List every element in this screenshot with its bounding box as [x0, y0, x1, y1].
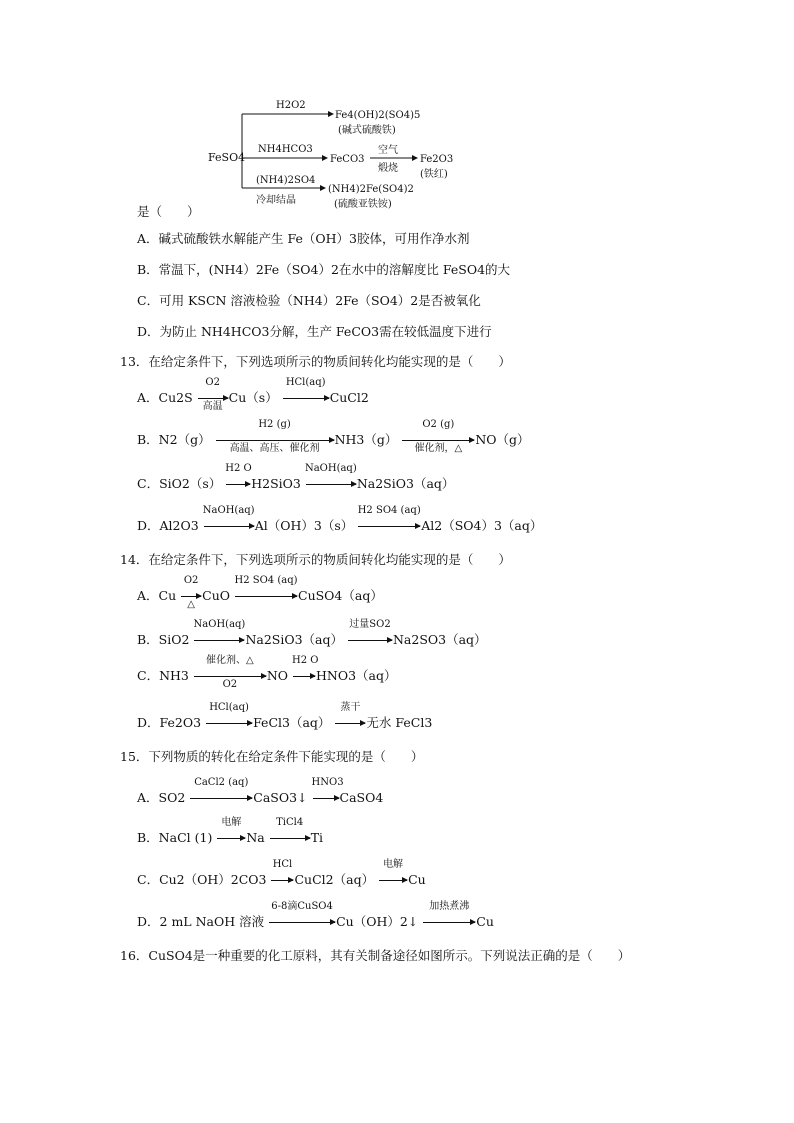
- q15-option-c: [137, 859, 426, 888]
- q14c-a1-top: 催化剂、△: [205, 655, 254, 666]
- q15a-label: A．SO2: [137, 790, 186, 805]
- q13c-label: C．SiO2（s）: [137, 476, 222, 491]
- q14d-a1-top: HCl(aq): [209, 702, 249, 713]
- q14a-a2-top: H2 SO4 (aq): [234, 575, 298, 586]
- q13-option-b: [137, 419, 530, 454]
- q13a-arrow2: [282, 377, 330, 406]
- branch3-reagent: (NH4)2SO4: [256, 175, 316, 186]
- q15-stem: 15．下列物质的转化在给定条件下能实现的是（ ）: [120, 749, 424, 764]
- branch1-note: (碱式硫酸铁): [338, 125, 396, 136]
- q14c-arrow2: [292, 655, 319, 684]
- q14c-end: HNO3（aq）: [316, 668, 397, 683]
- q13b-m1: NH3（g）: [334, 432, 398, 447]
- q14d-arrow2: [334, 702, 366, 731]
- q15a-a2-top: HNO3: [311, 777, 344, 788]
- q14b-a1-top: NaOH(aq): [193, 619, 246, 630]
- branch3-note: (硫酸亚铁铵): [334, 199, 392, 210]
- q13a-m1: Cu（s）: [228, 390, 278, 405]
- q15a-arrow2: [311, 777, 344, 806]
- q13c-end: Na2SiO3（aq）: [356, 476, 455, 491]
- q15c-a1-top: HCl: [272, 859, 293, 870]
- q13b-a1-top: H2 (g): [258, 419, 291, 430]
- branch2-final: Fe2O3: [420, 154, 454, 165]
- branch2-reagent: NH4HCO3: [258, 144, 313, 155]
- q13d-m1: Al（OH）3（s）: [254, 518, 354, 533]
- q12-option-a: A．碱式硫酸铁水解能产生 Fe（OH）3胶体，可用作净水剂: [137, 231, 470, 246]
- fe-sulfate-flow-diagram: [200, 92, 454, 217]
- q15c-arrow2: [378, 859, 408, 888]
- branch3-reagent-below: 冷却结晶: [256, 195, 296, 206]
- q13a-a2-top: HCl(aq): [285, 377, 326, 388]
- q15a-arrow1: [189, 777, 253, 806]
- q14b-arrow2: [347, 619, 393, 648]
- branch3-product: (NH4)2Fe(SO4)2: [328, 184, 414, 195]
- q15d-arrow1: [268, 901, 336, 930]
- q14d-end: 无水 FeCl3: [366, 715, 433, 730]
- q15c-arrow1: [270, 859, 294, 888]
- q15-option-b: [137, 817, 324, 846]
- q13c-m1: H2SiO3: [251, 476, 301, 491]
- q13d-label: D．Al2O3: [137, 518, 199, 533]
- q15d-arrow2: [422, 901, 476, 930]
- branch2-arrow2-top: 空气: [378, 145, 398, 156]
- branch1-reagent: H2O2: [276, 100, 306, 111]
- q15-option-d: [137, 901, 494, 930]
- q13c-a1-top: H2 O: [225, 463, 252, 474]
- q14c-arrow1: [193, 655, 267, 690]
- q12-option-c: C．可用 KSCN 溶液检验（NH4）2Fe（SO4）2是否被氧化: [137, 293, 481, 308]
- q14b-label: B．SiO2: [137, 632, 190, 647]
- q15d-end: Cu: [476, 914, 494, 929]
- q15b-arrow1: [216, 817, 246, 846]
- q15b-end: Ti: [310, 830, 324, 845]
- q13-option-a: [137, 377, 369, 412]
- q14c-m1: NO: [266, 668, 289, 683]
- q15d-a1-top: 6-8滴CuSO4: [271, 901, 333, 912]
- q16-stem: 16．CuSO4是一种重要的化工原料，其有关制备途径如图所示。下列说法正确的是（ ）: [120, 948, 631, 963]
- q15d-label: D．2 mL NaOH 溶液: [137, 914, 265, 929]
- q13a-end: CuCl2: [329, 390, 369, 405]
- q13c-arrow2: [304, 463, 357, 492]
- q12-tail: 是（ ）: [137, 204, 200, 219]
- branch2-final-note: (铁红): [420, 169, 448, 180]
- q13-option-c: [137, 463, 455, 492]
- q13c-a2-top: NaOH(aq): [304, 463, 357, 474]
- q13b-label: B．N2（g）: [137, 432, 211, 447]
- q13d-a1-top: NaOH(aq): [202, 505, 255, 516]
- q13a-arrow1: [197, 377, 229, 412]
- q15-option-a: [137, 777, 384, 806]
- q14a-arrow2: [234, 575, 298, 604]
- q14-option-c: [137, 655, 397, 690]
- q15a-end: CaSO4: [339, 790, 384, 805]
- q15d-m1: Cu（OH）2↓: [336, 914, 419, 929]
- q15b-m1: Na: [246, 830, 265, 845]
- branch2-product: FeCO3: [330, 154, 365, 165]
- q14a-end: CuSO4（aq）: [298, 588, 383, 603]
- q13b-end: NO（g）: [475, 432, 530, 447]
- q14c-label: C．NH3: [137, 668, 189, 683]
- q14a-a1-bot: △: [187, 599, 195, 610]
- branch2-arrowhead2: [412, 155, 418, 161]
- q13b-arrow1: [215, 419, 335, 454]
- q13a-a1-bot: 高温: [202, 401, 223, 412]
- q14c-a1-bot: O2: [222, 679, 238, 690]
- q14b-arrow1: [193, 619, 246, 648]
- q14a-a1-top: O2: [183, 575, 199, 586]
- q14-option-b: [137, 619, 487, 648]
- q14a-arrow1: [180, 575, 202, 610]
- q15b-a2-top: TiCl4: [276, 817, 304, 828]
- q12-option-d: D．为防止 NH4HCO3分解，生产 FeCO3需在较低温度下进行: [137, 324, 492, 339]
- branch1-product: Fe4(OH)2(SO4)5: [335, 110, 421, 121]
- q15a-m1: CaSO3↓: [253, 790, 308, 805]
- q12-option-b: B．常温下，(NH4）2Fe（SO4）2在水中的溶解度比 FeSO4的大: [137, 262, 511, 277]
- q14b-a2-top: 过量SO2: [349, 619, 391, 630]
- q14a-label: A．Cu: [137, 588, 177, 603]
- branch2-arrow2-bottom: 煅烧: [378, 163, 398, 174]
- q13-option-d: [137, 505, 543, 534]
- q14d-arrow1: [205, 702, 253, 731]
- q13b-a2-bot: 催化剂，△: [414, 443, 463, 454]
- branch1-arrowhead: [328, 111, 334, 117]
- q15b-arrow2: [269, 817, 311, 846]
- q13b-a2-top: O2 (g): [422, 419, 455, 430]
- q13-stem: 13．在给定条件下，下列选项所示的物质间转化均能实现的是（ ）: [120, 354, 511, 369]
- q15b-a1-top: 电解: [221, 817, 242, 828]
- branch2-arrowhead: [322, 155, 328, 161]
- q15c-a2-top: 电解: [383, 859, 404, 870]
- q13a-label: A．Cu: [137, 390, 177, 405]
- q14a-m1: CuO: [202, 588, 231, 603]
- q14-option-a: [137, 575, 383, 610]
- q15c-label: C．Cu2（OH）2CO3: [137, 872, 267, 887]
- q14d-m1: FeCl3（aq）: [253, 715, 331, 730]
- q15d-a2-top: 加热煮沸: [429, 901, 470, 912]
- q13d-arrow2: [357, 505, 421, 534]
- q14b-end: Na2SO3（aq）: [392, 632, 487, 647]
- q15b-label: B．NaCl (1): [137, 830, 213, 845]
- q13d-a2-top: H2 SO4 (aq): [357, 505, 421, 516]
- q14d-a2-top: 蒸干: [340, 702, 361, 713]
- q14-option-d: [137, 702, 433, 731]
- q14b-m1: Na2SiO3（aq）: [245, 632, 343, 647]
- q14-stem: 14．在给定条件下，下列选项所示的物质间转化均能实现的是（ ）: [120, 552, 511, 567]
- branch3-arrowhead: [320, 185, 326, 191]
- q13b-a1-bot: 高温、高压、催化剂: [229, 443, 320, 454]
- q14c-a2-top: H2 O: [292, 655, 319, 666]
- diagram-start: FeSO4: [208, 151, 246, 164]
- q14d-label: D．Fe2O3: [137, 715, 202, 730]
- q13a-s1: 2S: [176, 390, 193, 405]
- q15c-m1: CuCl2（aq）: [294, 872, 375, 887]
- q13b-arrow2: [401, 419, 475, 454]
- q13c-arrow1: [225, 463, 252, 492]
- q13d-end: Al2（SO4）3（aq）: [421, 518, 543, 533]
- flow-diagram-svg: [200, 92, 454, 217]
- q13a-a1-top: O2: [205, 377, 220, 388]
- q13d-arrow1: [202, 505, 255, 534]
- q15a-a1-top: CaCl2 (aq): [194, 777, 249, 788]
- q15c-end: Cu: [408, 872, 426, 887]
